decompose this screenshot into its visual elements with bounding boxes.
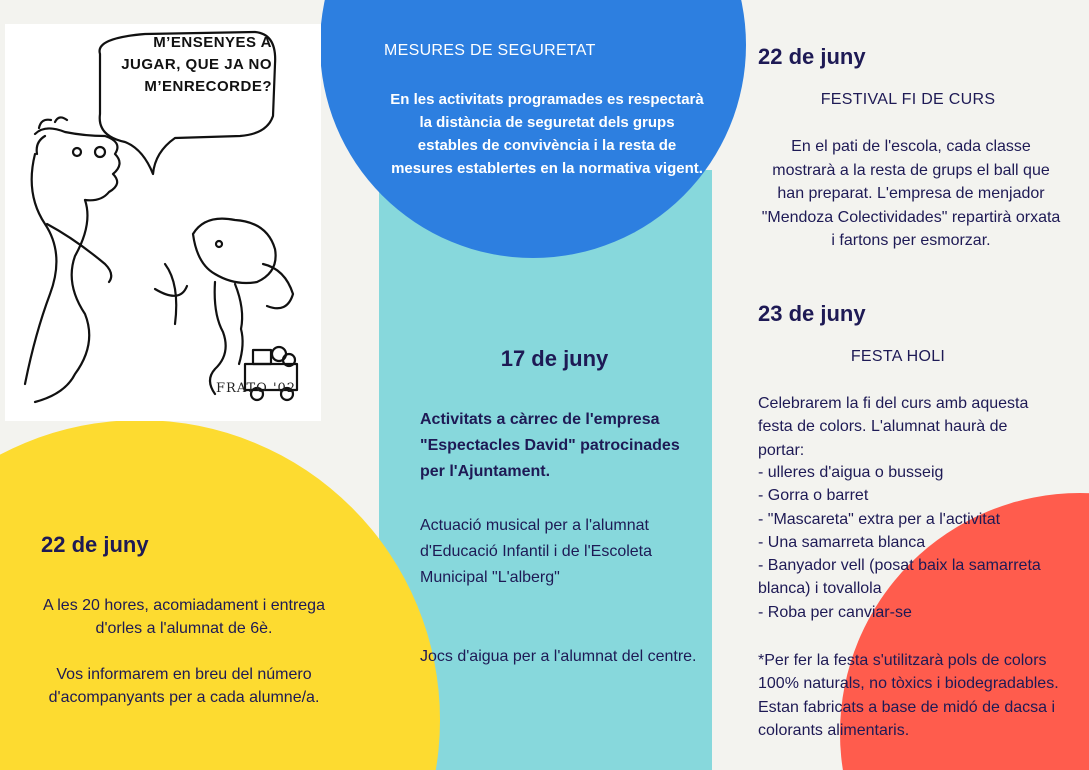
festival-title: FESTIVAL FI DE CURS — [820, 91, 996, 108]
list-item: - "Mascareta" extra per a l'activitat — [758, 510, 1001, 528]
june17-date-heading: 17 de juny — [500, 346, 609, 371]
june17-paragraph-1: Actuació musical per a l'alumnat d'Educació Infantil i de l'Escoleta Municipal "L'alberg" — [420, 517, 653, 586]
holi-items-list — [758, 461, 1068, 624]
security-body: En les activitats programades es respectarà la distància de seguretat dels grups estables de convivència i la resta de mesures establertes en la normativa vigent. — [390, 91, 704, 177]
june22-left-date-heading: 22 de juny — [41, 532, 149, 557]
list-item: - Gorra o barret — [758, 487, 869, 505]
holi-note: *Per fer la festa s'utilitzarà pols de colors 100% naturals, no tòxics i biodegradables. Estan fabricats a base de midó de dacsa i colorants alimentaris. — [758, 652, 1059, 739]
festival-body: En el pati de l'escola, cada classe mostrarà a la resta de grups el ball que han preparat. L'empresa de menjador "Mendoza Colectividades" repartirà orxata i fartons per esmorzar. — [761, 138, 1061, 249]
holi-title: FESTA HOLI — [850, 348, 946, 365]
june22-left-paragraph-2: Vos informarem en breu del número d'acompanyants per a cada alumne/a. — [48, 666, 320, 706]
list-item: - Una samarreta blanca — [758, 533, 926, 551]
june17-paragraph-2: Jocs d'aigua per a l'alumnat del centre. — [420, 648, 697, 665]
security-title: MESURES DE SEGURETAT — [384, 42, 596, 59]
holi-intro: Celebrarem la fi del curs amb aquesta festa de colors. L'alumnat haurà de portar: — [758, 395, 1029, 459]
june22-right-date-heading: 22 de juny — [758, 44, 866, 69]
list-item: - Roba per canviar-se — [758, 603, 912, 621]
cartoon-signature: FRATO '02 — [216, 381, 297, 396]
june17-lead: Activitats a càrrec de l'empresa "Espectacles David" patrocinades per l'Ajuntament. — [420, 411, 680, 480]
june22-left-paragraph-1: A les 20 hores, acomiadament i entrega d'orles a l'alumnat de 6è. — [43, 597, 325, 637]
list-item: - Banyador vell (posat baix la samarreta blanca) i tovallola — [758, 557, 1041, 598]
speech-bubble-text: M’ENSENYES A JUGAR, QUE JA NO M’ENRECORDE? — [121, 34, 272, 95]
june23-date-heading: 23 de juny — [758, 301, 866, 326]
list-item: - ulleres d'aigua o busseig — [758, 464, 944, 481]
